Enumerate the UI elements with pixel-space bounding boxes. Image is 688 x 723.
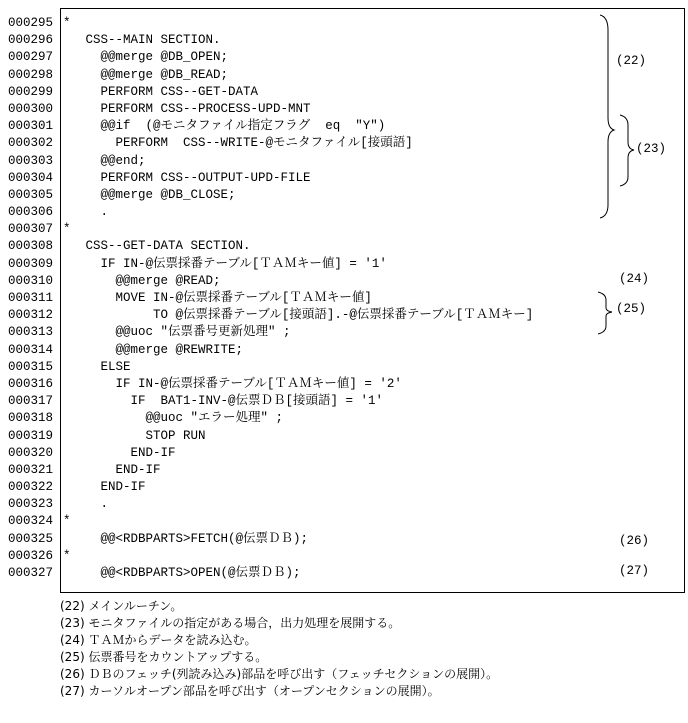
notes-list (60, 598, 498, 700)
code-line: * (63, 548, 71, 563)
code-line: * (63, 514, 71, 529)
line-number: 000317 (8, 394, 54, 409)
line-number: 000300 (8, 101, 54, 116)
note-item: (23) モニタファイルの指定がある場合，出力処理を展開する。 (60, 616, 401, 630)
line-number: 000327 (8, 566, 54, 580)
line-number: 000319 (8, 428, 54, 443)
code-line: END-IF (63, 480, 146, 495)
code-line: CSS--GET-DATA SECTION. (63, 239, 251, 254)
code-line: TO @伝票採番テーブル[接頭語].-@伝票採番テーブル[ＴＡＭキー] (63, 308, 534, 323)
line-number: 000307 (8, 222, 54, 237)
annotation-24: (24) (619, 272, 650, 286)
annotation-26: (26) (619, 534, 650, 548)
code-line: @@merge @DB_OPEN; (63, 50, 229, 65)
line-number: 000314 (8, 342, 54, 357)
code-line: @@merge @REWRITE; (63, 342, 244, 357)
line-number: 000309 (8, 256, 54, 271)
line-number: 000296 (8, 33, 54, 48)
code-line: END-IF (63, 462, 161, 477)
line-number: 000320 (8, 445, 54, 460)
line-number: 000310 (8, 273, 54, 288)
line-number: 000308 (8, 239, 54, 254)
line-number: 000321 (8, 462, 54, 477)
code-line: STOP RUN (63, 428, 206, 443)
code-line: CSS--MAIN SECTION. (63, 33, 221, 48)
code-line: @@uoc "エラー処理" ; (63, 411, 284, 426)
code-line: IF IN-@伝票採番テーブル[ＴＡＭキー値] = '2' (63, 376, 402, 391)
code-line: * (63, 16, 71, 30)
line-number: 000324 (8, 514, 54, 529)
code-line: PERFORM CSS--GET-DATA (63, 84, 259, 99)
line-number: 000298 (8, 67, 54, 82)
brace-25 (598, 292, 612, 334)
line-number: 000325 (8, 531, 54, 546)
annotation-23: (23) (636, 142, 667, 156)
code-line: @@merge @DB_READ; (63, 67, 229, 82)
code-line: @@if (@モニタファイル指定フラグ eq "Y") (63, 119, 386, 134)
line-number: 000299 (8, 84, 54, 99)
annotation-22: (22) (616, 54, 647, 68)
line-number: 000318 (8, 411, 54, 426)
annotation-25: (25) (616, 302, 647, 316)
line-number: 000303 (8, 153, 54, 168)
code-line: . (63, 205, 109, 220)
note-item: (25) 伝票番号をカウントアップする。 (60, 650, 268, 664)
line-number: 000312 (8, 308, 54, 323)
code-line: @@merge @READ; (63, 273, 221, 288)
brace-22 (600, 15, 614, 218)
line-number: 000313 (8, 325, 54, 340)
code-line: PERFORM CSS--PROCESS-UPD-MNT (63, 101, 311, 116)
line-number: 000306 (8, 205, 54, 220)
code-line: IF BAT1-INV-@伝票ＤＢ[接頭語] = '1' (63, 394, 384, 409)
line-number: 000295 (8, 16, 54, 30)
line-number: 000304 (8, 170, 54, 185)
code-line: @@end; (63, 153, 146, 168)
code-line: @@<RDBPARTS>OPEN(@伝票ＤＢ); (63, 566, 301, 580)
line-number: 000302 (8, 136, 54, 151)
code-line: * (63, 222, 71, 237)
code-line: @@<RDBPARTS>FETCH(@伝票ＤＢ); (63, 531, 309, 546)
brace-23 (620, 115, 634, 186)
code-line: @@merge @DB_CLOSE; (63, 187, 236, 202)
line-number: 000311 (8, 291, 54, 305)
code-line: IF IN-@伝票採番テーブル[ＴＡＭキー値] = '1' (63, 256, 387, 271)
line-number: 000305 (8, 187, 54, 202)
line-number: 000297 (8, 50, 54, 65)
line-number: 000326 (8, 548, 54, 563)
line-number: 000322 (8, 480, 54, 495)
line-number: 000323 (8, 497, 54, 512)
annotation-27: (27) (619, 564, 650, 578)
code-line: @@uoc "伝票番号更新処理" ; (63, 325, 291, 340)
note-item: (27) カーソルオープン部品を呼び出す（オープンセクションの展開）。 (60, 684, 440, 698)
code-line: PERFORM CSS--OUTPUT-UPD-FILE (63, 170, 311, 185)
line-number: 000315 (8, 359, 54, 374)
note-item: (22) メインルーチン。 (60, 599, 183, 613)
note-item: (24) ＴＡＭからデータを読み込む。 (60, 633, 257, 647)
code-line: . (63, 497, 109, 512)
line-number: 000316 (8, 376, 54, 391)
code-line: PERFORM CSS--WRITE-@モニタファイル[接頭語] (63, 136, 413, 151)
code-line: MOVE IN-@伝票採番テーブル[ＴＡＭキー値] (63, 291, 372, 305)
note-item: (26) ＤＢのフェッチ(列読み込み)部品を呼び出す（フェッチセクションの展開）。 (60, 667, 499, 681)
line-number: 000301 (8, 119, 54, 134)
code-line: ELSE (63, 359, 131, 374)
code-line: END-IF (63, 445, 176, 460)
